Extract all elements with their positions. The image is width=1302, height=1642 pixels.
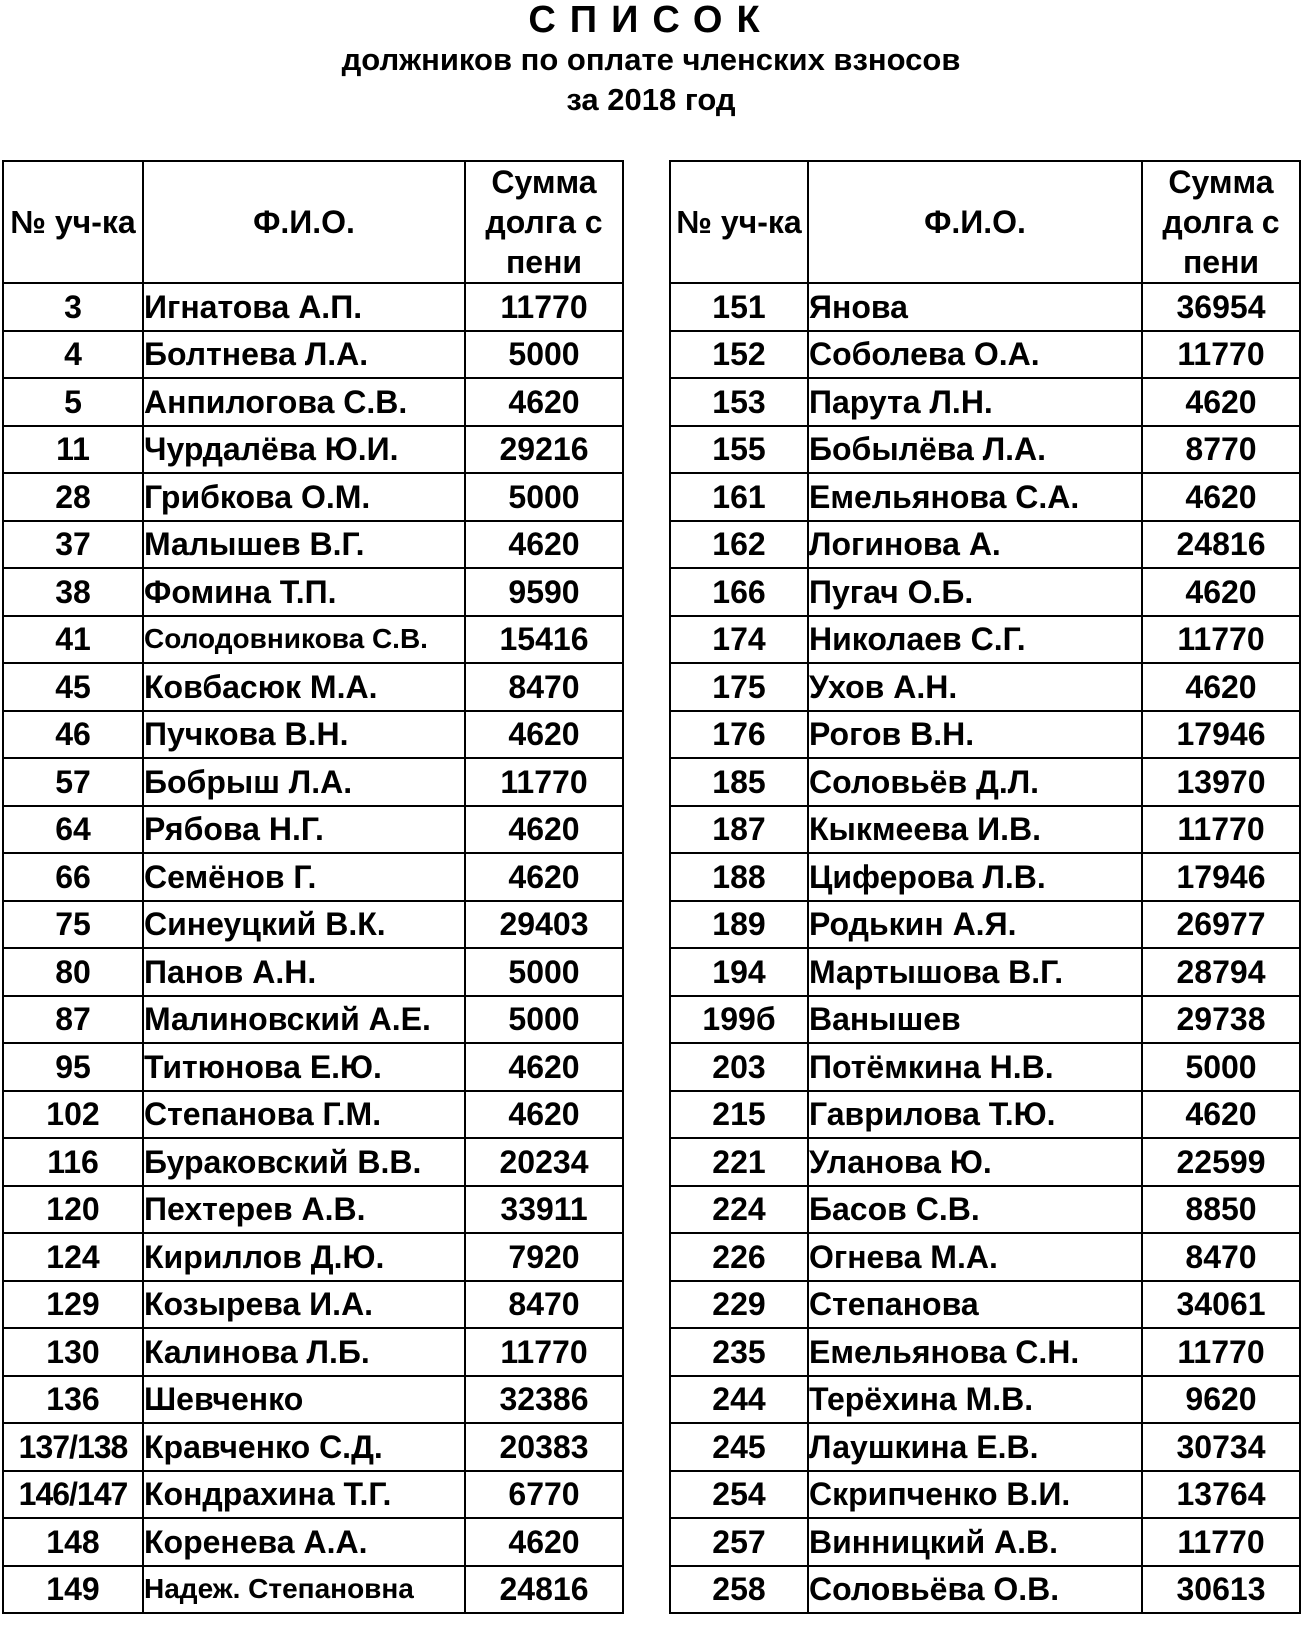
table-row	[670, 663, 1300, 711]
debt-amount: 8470	[1142, 1233, 1300, 1281]
plot-number: 130	[3, 1328, 143, 1376]
table-body-right	[670, 283, 1300, 1613]
debt-amount: 13764	[1142, 1471, 1300, 1519]
table-row	[3, 1471, 623, 1519]
table-row	[670, 1138, 1300, 1186]
debtor-name: Соловьёва О.В.	[808, 1566, 1142, 1614]
table-row	[3, 758, 623, 806]
plot-number: 148	[3, 1518, 143, 1566]
plot-number: 75	[3, 901, 143, 949]
table-row	[670, 758, 1300, 806]
table-row	[3, 426, 623, 474]
plot-number: 235	[670, 1328, 808, 1376]
debtor-name: Кондрахина Т.Г.	[143, 1471, 465, 1519]
plot-number: 189	[670, 901, 808, 949]
debt-amount: 11770	[465, 1328, 623, 1376]
debtor-name: Уланова Ю.	[808, 1138, 1142, 1186]
plot-number: 258	[670, 1566, 808, 1614]
plot-number: 64	[3, 806, 143, 854]
table-row	[3, 806, 623, 854]
debtor-name: Соболева О.А.	[808, 331, 1142, 379]
debt-amount: 11770	[1142, 806, 1300, 854]
debtor-name: Парута Л.Н.	[808, 378, 1142, 426]
table-row	[670, 1233, 1300, 1281]
table-row	[670, 711, 1300, 759]
debtor-name: Пучкова В.Н.	[143, 711, 465, 759]
plot-number: 5	[3, 378, 143, 426]
plot-number: 28	[3, 473, 143, 521]
table-row	[3, 853, 623, 901]
plot-number: 176	[670, 711, 808, 759]
column-header-sum: Сумма долга с пени	[1142, 161, 1300, 283]
debtor-name: Лаушкина Е.В.	[808, 1423, 1142, 1471]
debtor-name: Ковбасюк М.А.	[143, 663, 465, 711]
debtor-name: Бобрыш Л.А.	[143, 758, 465, 806]
debtor-name: Степанова Г.М.	[143, 1091, 465, 1139]
debt-amount: 24816	[465, 1566, 623, 1614]
table-row	[670, 1043, 1300, 1091]
table-row	[670, 616, 1300, 664]
plot-number: 45	[3, 663, 143, 711]
debtor-name: Малышев В.Г.	[143, 521, 465, 569]
plot-number: 199б	[670, 996, 808, 1044]
table-row	[3, 378, 623, 426]
plot-number: 203	[670, 1043, 808, 1091]
debt-amount: 7920	[465, 1233, 623, 1281]
table-row	[670, 1091, 1300, 1139]
plot-number: 146/147	[3, 1471, 143, 1519]
debtor-name: Бобылёва Л.А.	[808, 426, 1142, 474]
table-row	[670, 568, 1300, 616]
debt-amount: 4620	[465, 378, 623, 426]
debtor-name: Фомина Т.П.	[143, 568, 465, 616]
table-row	[3, 901, 623, 949]
table-row	[670, 1566, 1300, 1614]
document-title: СПИСОК	[528, 0, 774, 41]
debtor-name: Емельянова С.А.	[808, 473, 1142, 521]
debt-amount: 4620	[465, 1518, 623, 1566]
plot-number: 155	[670, 426, 808, 474]
debt-amount: 29738	[1142, 996, 1300, 1044]
debtor-name: Кириллов Д.Ю.	[143, 1233, 465, 1281]
plot-number: 37	[3, 521, 143, 569]
debtors-table-right	[669, 160, 1301, 1614]
debtor-name: Чурдалёва Ю.И.	[143, 426, 465, 474]
column-header-num: № уч-ка	[670, 161, 808, 283]
plot-number: 257	[670, 1518, 808, 1566]
debt-amount: 11770	[1142, 1518, 1300, 1566]
debtor-name: Гаврилова Т.Ю.	[808, 1091, 1142, 1139]
debtor-name: Потёмкина Н.В.	[808, 1043, 1142, 1091]
plot-number: 66	[3, 853, 143, 901]
table-row	[3, 283, 623, 331]
plot-number: 153	[670, 378, 808, 426]
debtor-name: Анпилогова С.В.	[143, 378, 465, 426]
debt-amount: 17946	[1142, 853, 1300, 901]
table-row	[3, 521, 623, 569]
table-row	[670, 283, 1300, 331]
debtor-name: Козырева И.А.	[143, 1281, 465, 1329]
plot-number: 254	[670, 1471, 808, 1519]
table-row	[3, 473, 623, 521]
debt-amount: 4620	[1142, 568, 1300, 616]
plot-number: 116	[3, 1138, 143, 1186]
table-row	[670, 378, 1300, 426]
debtor-name: Малиновский А.Е.	[143, 996, 465, 1044]
table-row	[670, 1281, 1300, 1329]
table-row	[670, 1518, 1300, 1566]
plot-number: 166	[670, 568, 808, 616]
debt-amount: 32386	[465, 1376, 623, 1424]
debtor-name: Николаев С.Г.	[808, 616, 1142, 664]
table-row	[3, 1138, 623, 1186]
table-row	[670, 853, 1300, 901]
plot-number: 136	[3, 1376, 143, 1424]
plot-number: 152	[670, 331, 808, 379]
debt-amount: 20383	[465, 1423, 623, 1471]
plot-number: 245	[670, 1423, 808, 1471]
plot-number: 3	[3, 283, 143, 331]
plot-number: 137/138	[3, 1423, 143, 1471]
column-header-sum: Сумма долга с пени	[465, 161, 623, 283]
plot-number: 244	[670, 1376, 808, 1424]
debt-amount: 8850	[1142, 1186, 1300, 1234]
table-header-row	[670, 161, 1300, 283]
table-row	[3, 568, 623, 616]
debt-amount: 15416	[465, 616, 623, 664]
table-row	[670, 948, 1300, 996]
table-row	[3, 616, 623, 664]
debt-amount: 11770	[465, 283, 623, 331]
plot-number: 80	[3, 948, 143, 996]
debt-amount: 4620	[1142, 473, 1300, 521]
debt-amount: 5000	[465, 473, 623, 521]
debt-amount: 8770	[1142, 426, 1300, 474]
plot-number: 161	[670, 473, 808, 521]
debtor-name: Терёхина М.В.	[808, 1376, 1142, 1424]
debt-amount: 33911	[465, 1186, 623, 1234]
debt-amount: 8470	[465, 663, 623, 711]
debt-amount: 28794	[1142, 948, 1300, 996]
table-row	[3, 1328, 623, 1376]
column-header-name: Ф.И.О.	[808, 161, 1142, 283]
debtor-name: Ухов А.Н.	[808, 663, 1142, 711]
debt-amount: 4620	[465, 806, 623, 854]
debt-amount: 30613	[1142, 1566, 1300, 1614]
debtor-name: Циферова Л.В.	[808, 853, 1142, 901]
plot-number: 224	[670, 1186, 808, 1234]
debt-amount: 4620	[465, 853, 623, 901]
debt-amount: 5000	[465, 948, 623, 996]
debt-amount: 5000	[465, 996, 623, 1044]
plot-number: 46	[3, 711, 143, 759]
table-row	[3, 711, 623, 759]
table-row	[3, 948, 623, 996]
debtor-name: Логинова А.	[808, 521, 1142, 569]
debtor-name: Солодовникова С.В.	[143, 616, 465, 664]
plot-number: 124	[3, 1233, 143, 1281]
plot-number: 4	[3, 331, 143, 379]
table-row	[3, 1281, 623, 1329]
plot-number: 215	[670, 1091, 808, 1139]
debt-amount: 4620	[465, 521, 623, 569]
plot-number: 57	[3, 758, 143, 806]
document-subtitle: должников по оплате членских взносов	[341, 42, 961, 77]
debt-amount: 36954	[1142, 283, 1300, 331]
debt-amount: 11770	[1142, 616, 1300, 664]
debt-amount: 4620	[465, 711, 623, 759]
debtor-name: Соловьёв Д.Л.	[808, 758, 1142, 806]
debtor-name: Емельянова С.Н.	[808, 1328, 1142, 1376]
table-row	[3, 331, 623, 379]
debt-amount: 30734	[1142, 1423, 1300, 1471]
plot-number: 102	[3, 1091, 143, 1139]
plot-number: 120	[3, 1186, 143, 1234]
debtor-name: Пугач О.Б.	[808, 568, 1142, 616]
plot-number: 149	[3, 1566, 143, 1614]
plot-number: 11	[3, 426, 143, 474]
table-row	[3, 1233, 623, 1281]
debtor-name: Рогов В.Н.	[808, 711, 1142, 759]
table-header-row	[3, 161, 623, 283]
plot-number: 129	[3, 1281, 143, 1329]
debtor-name: Титюнова Е.Ю.	[143, 1043, 465, 1091]
debtor-name: Пехтерев А.В.	[143, 1186, 465, 1234]
debt-amount: 29403	[465, 901, 623, 949]
plot-number: 194	[670, 948, 808, 996]
table-row	[670, 1328, 1300, 1376]
table-row	[670, 1186, 1300, 1234]
debt-amount: 8470	[465, 1281, 623, 1329]
debt-amount: 9620	[1142, 1376, 1300, 1424]
debt-amount: 29216	[465, 426, 623, 474]
debtor-name: Огнева М.А.	[808, 1233, 1142, 1281]
debt-amount: 24816	[1142, 521, 1300, 569]
plot-number: 188	[670, 853, 808, 901]
debtor-name: Шевченко	[143, 1376, 465, 1424]
debt-amount: 11770	[1142, 1328, 1300, 1376]
table-row	[670, 1376, 1300, 1424]
debt-amount: 4620	[1142, 378, 1300, 426]
debtor-name: Янова	[808, 283, 1142, 331]
column-header-num: № уч-ка	[3, 161, 143, 283]
plot-number: 162	[670, 521, 808, 569]
plot-number: 174	[670, 616, 808, 664]
debtor-name: Рябова Н.Г.	[143, 806, 465, 854]
debtor-name: Винницкий А.В.	[808, 1518, 1142, 1566]
debt-amount: 4620	[1142, 663, 1300, 711]
table-row	[670, 1471, 1300, 1519]
plot-number: 187	[670, 806, 808, 854]
table-row	[3, 1091, 623, 1139]
debtor-name: Семёнов Г.	[143, 853, 465, 901]
debt-amount: 11770	[1142, 331, 1300, 379]
debtor-name: Степанова	[808, 1281, 1142, 1329]
column-header-name: Ф.И.О.	[143, 161, 465, 283]
debtor-name: Басов С.В.	[808, 1186, 1142, 1234]
debt-amount: 5000	[465, 331, 623, 379]
debtor-name: Болтнева Л.А.	[143, 331, 465, 379]
debtor-name: Коренева А.А.	[143, 1518, 465, 1566]
debt-amount: 9590	[465, 568, 623, 616]
debt-amount: 34061	[1142, 1281, 1300, 1329]
debt-amount: 11770	[465, 758, 623, 806]
table-row	[670, 996, 1300, 1044]
debtors-table-left	[2, 160, 624, 1614]
debt-amount: 4620	[1142, 1091, 1300, 1139]
table-row	[670, 806, 1300, 854]
plot-number: 151	[670, 283, 808, 331]
table-row	[3, 1186, 623, 1234]
debt-amount: 13970	[1142, 758, 1300, 806]
debt-amount: 17946	[1142, 711, 1300, 759]
debt-amount: 4620	[465, 1091, 623, 1139]
debtor-name: Мартышова В.Г.	[808, 948, 1142, 996]
debtor-name: Ванышев	[808, 996, 1142, 1044]
debtor-name: Синеуцкий В.К.	[143, 901, 465, 949]
table-row	[670, 331, 1300, 379]
debtor-name: Скрипченко В.И.	[808, 1471, 1142, 1519]
debt-amount: 20234	[465, 1138, 623, 1186]
table-row	[670, 473, 1300, 521]
table-row	[3, 1043, 623, 1091]
debt-amount: 6770	[465, 1471, 623, 1519]
debt-amount: 22599	[1142, 1138, 1300, 1186]
debtor-name: Надеж. Степановна	[143, 1566, 465, 1614]
table-row	[3, 1566, 623, 1614]
debt-amount: 4620	[465, 1043, 623, 1091]
table-row	[3, 996, 623, 1044]
plot-number: 87	[3, 996, 143, 1044]
table-row	[3, 1423, 623, 1471]
plot-number: 41	[3, 616, 143, 664]
debtor-name: Панов А.Н.	[143, 948, 465, 996]
plot-number: 229	[670, 1281, 808, 1329]
debtor-name: Кравченко С.Д.	[143, 1423, 465, 1471]
debtor-name: Кыкмеева И.В.	[808, 806, 1142, 854]
debtor-name: Родькин А.Я.	[808, 901, 1142, 949]
table-row	[670, 521, 1300, 569]
debtor-name: Калинова Л.Б.	[143, 1328, 465, 1376]
debt-amount: 5000	[1142, 1043, 1300, 1091]
plot-number: 226	[670, 1233, 808, 1281]
plot-number: 38	[3, 568, 143, 616]
table-row	[670, 1423, 1300, 1471]
plot-number: 95	[3, 1043, 143, 1091]
debtor-name: Бураковский В.В.	[143, 1138, 465, 1186]
table-row	[3, 1376, 623, 1424]
table-row	[3, 1518, 623, 1566]
plot-number: 175	[670, 663, 808, 711]
table-row	[670, 901, 1300, 949]
plot-number: 185	[670, 758, 808, 806]
debtor-name: Игнатова А.П.	[143, 283, 465, 331]
table-row	[3, 663, 623, 711]
table-row	[670, 426, 1300, 474]
debt-amount: 26977	[1142, 901, 1300, 949]
table-body-left	[3, 283, 623, 1613]
plot-number: 221	[670, 1138, 808, 1186]
debtor-name: Грибкова О.М.	[143, 473, 465, 521]
document-year: за 2018 год	[566, 82, 736, 117]
